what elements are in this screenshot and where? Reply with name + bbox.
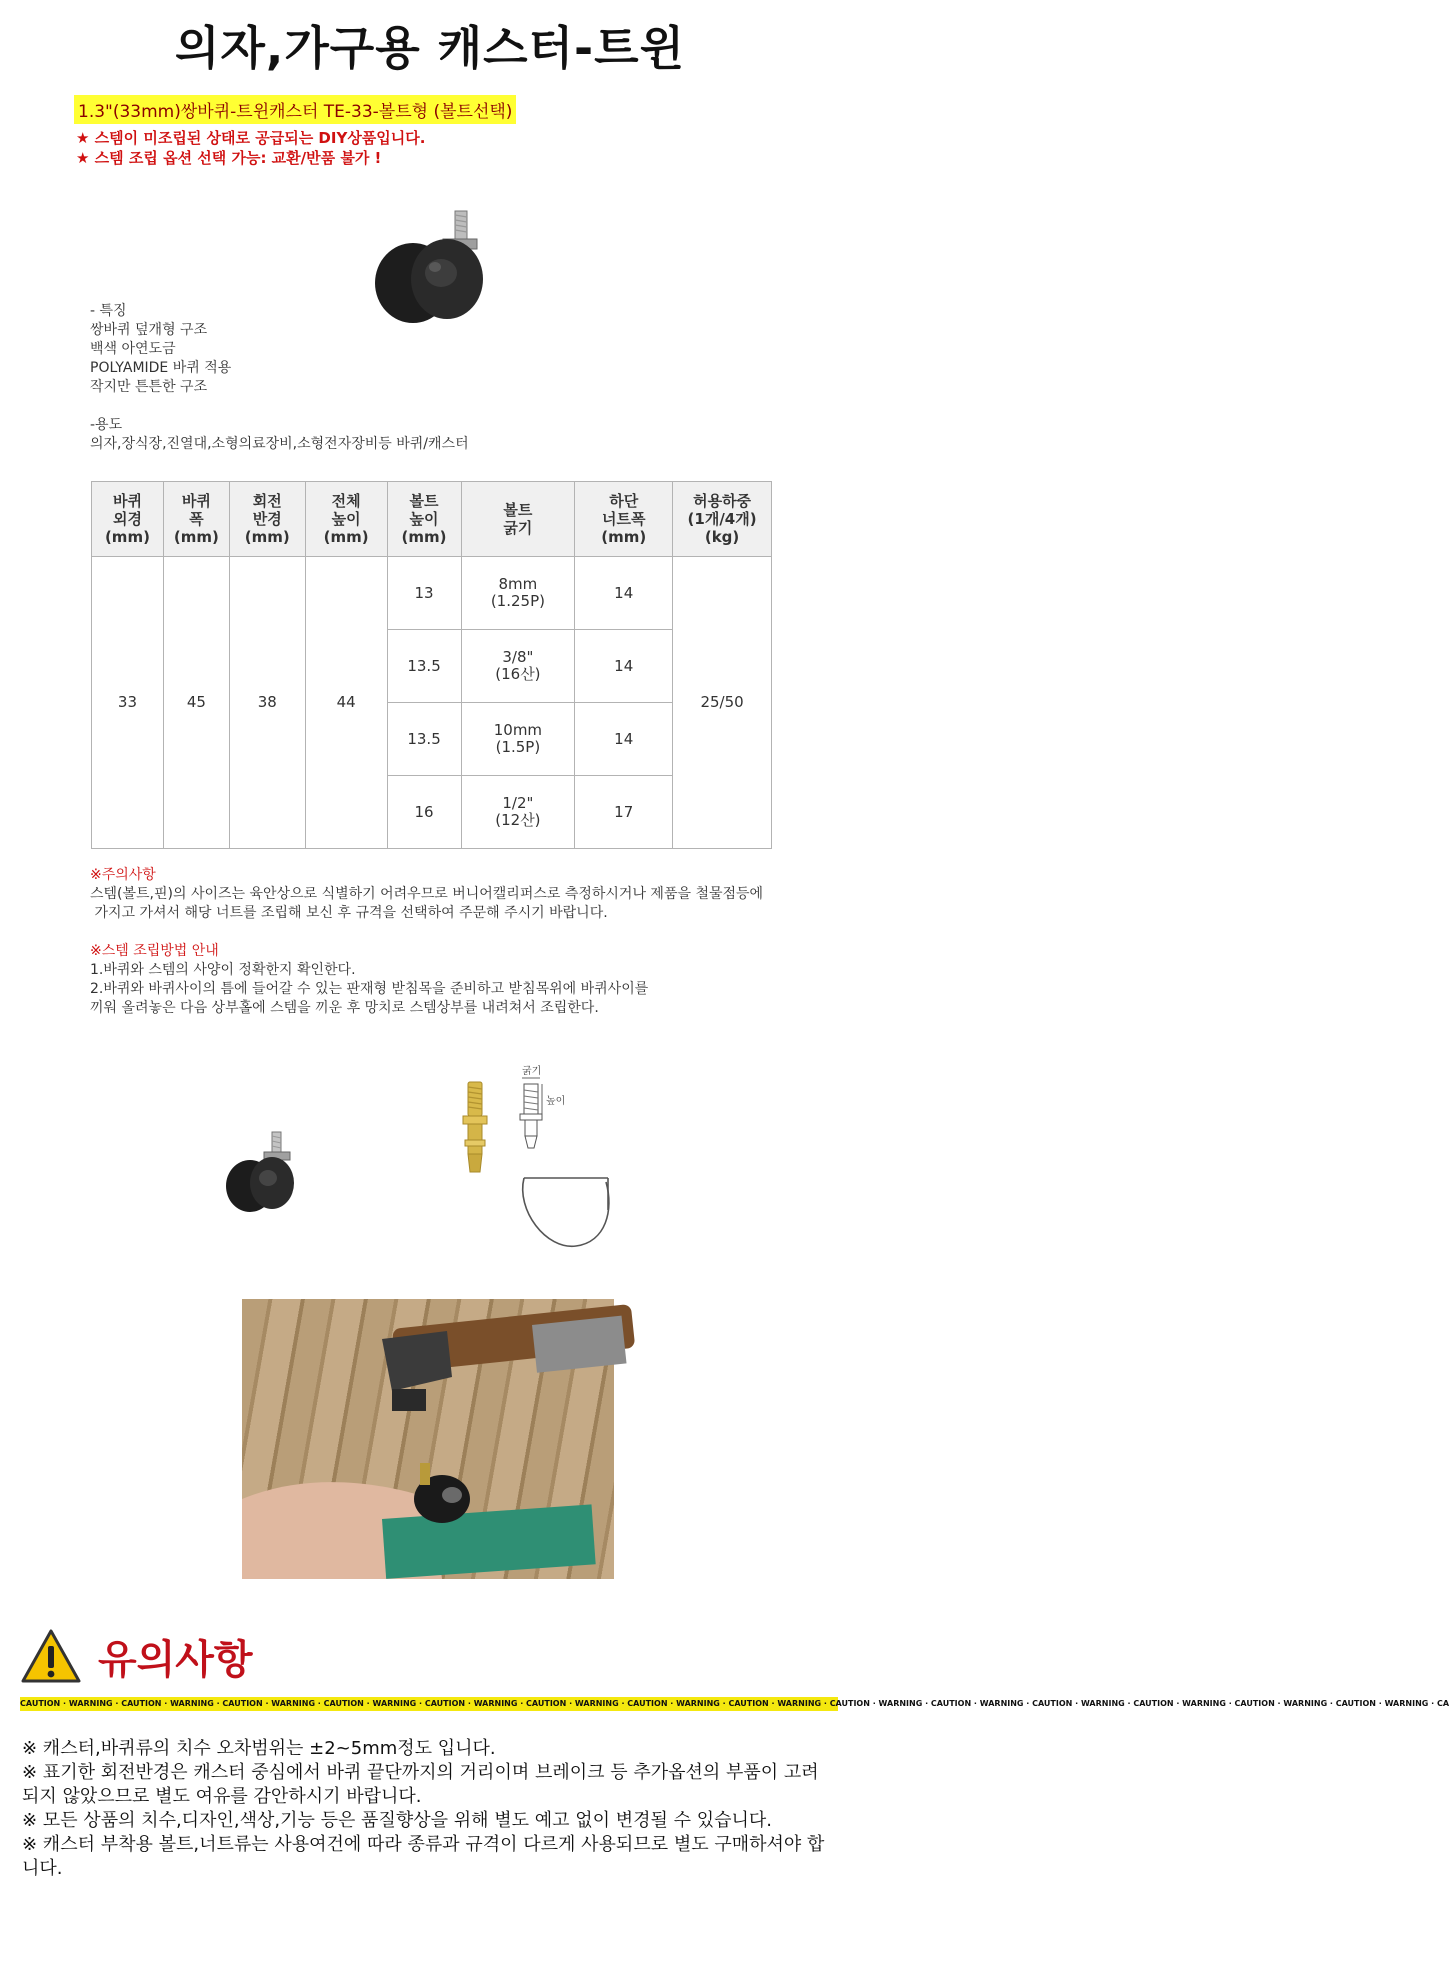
caution-tape: CAUTION · WARNING · CAUTION · WARNING · CAUTION · WARNING · CAUTION · WARNING · CAUTION · WARNING · CAUTION · WARNING · CAUTION · WARNING · CAUTION · WARNING · CAUTION · WARNING · CAUTION · WARNING · CAUTION · WARNING · CAUTION · WARNING · CAUTION · WARNING · CAUTION · WARNING · CA	[20, 1697, 838, 1711]
caster-small-image	[222, 1130, 302, 1216]
cell-swivel-radius: 38	[229, 557, 305, 849]
header-wheel-width: 바퀴 폭 (mm)	[163, 482, 229, 557]
diagram-label-thickness: 굵기	[522, 1066, 542, 1077]
header-total-height: 전체 높이 (mm)	[305, 482, 387, 557]
caution-line: 가지고 가셔서 해당 너트를 조립해 보신 후 규격을 선택하여 주문해 주시기 바랍니다.	[90, 905, 608, 921]
stem-diagram	[516, 1060, 626, 1260]
cell-bolt-size: 8mm (1.25P)	[461, 557, 575, 630]
notice-option: ★ 스템 조립 옵션 선택 가능: 교환/반품 불가 !	[76, 149, 382, 167]
cell-wheel-width: 45	[163, 557, 229, 849]
cell-nut-width: 14	[575, 630, 673, 703]
cell-wheel-diameter: 33	[92, 557, 164, 849]
footer-notes	[22, 1737, 834, 1881]
feature-block	[90, 302, 469, 454]
cell-bolt-height: 16	[387, 776, 461, 849]
header-load: 허용하중 (1개/4개) (kg)	[673, 482, 772, 557]
feature-item: POLYAMIDE 바퀴 적용	[90, 360, 232, 376]
cell-nut-width: 14	[575, 557, 673, 630]
header-bolt-size: 볼트 굵기	[461, 482, 575, 557]
cell-bolt-height: 13.5	[387, 703, 461, 776]
assembly-guide	[90, 942, 648, 1018]
product-name: 1.3"(33mm)쌍바퀴-트윈캐스터 TE-33-볼트형 (볼트선택)	[74, 95, 516, 124]
feature-item: 백색 아연도금	[90, 341, 176, 357]
header-wheel-diameter: 바퀴 외경 (mm)	[92, 482, 164, 557]
usage-title: -용도	[90, 417, 123, 433]
page-title: 의자,가구용 캐스터-트윈	[175, 21, 685, 75]
footer-note: ※ 모든 상품의 치수,디자인,색상,기능 등은 품질향상을 위해 별도 예고 없이 변경될 수 있습니다.	[22, 1810, 772, 1831]
header-swivel-radius: 회전 반경 (mm)	[229, 482, 305, 557]
assembly-line: 2.바퀴와 바퀴사이의 틈에 들어갈 수 있는 판재형 받침목을 준비하고 받침목위에 바퀴사이를	[90, 981, 649, 997]
table-header-row	[92, 482, 772, 557]
warning-triangle-icon	[20, 1628, 82, 1684]
assembly-line: 끼워 올려놓은 다음 상부홀에 스템을 끼운 후 망치로 스템상부를 내려쳐서 조립한다.	[90, 1000, 599, 1016]
table-row	[92, 557, 772, 630]
brass-stem-image	[458, 1078, 492, 1178]
diagram-label-height: 높이	[546, 1096, 566, 1107]
caution-notes	[90, 866, 763, 923]
usage-text: 의자,장식장,진열대,소형의료장비,소형전자장비등 바퀴/캐스터	[90, 436, 469, 452]
cell-bolt-size: 1/2" (12산)	[461, 776, 575, 849]
footer-note: ※ 캐스터 부착용 볼트,너트류는 사용여건에 따라 종류과 규격이 다르게 사용되므로 별도 구매하셔야 합니다.	[22, 1834, 825, 1879]
header-nut-width: 하단 너트폭 (mm)	[575, 482, 673, 557]
spec-table	[91, 481, 772, 849]
feature-title: - 특징	[90, 303, 127, 319]
footer-note: ※ 표기한 회전반경은 캐스터 중심에서 바퀴 끝단까지의 거리이며 브레이크 등 추가옵션의 부품이 고려되지 않았으므로 별도 여유를 감안하시기 바랍니다.	[22, 1762, 819, 1807]
cell-nut-width: 14	[575, 703, 673, 776]
cell-bolt-height: 13	[387, 557, 461, 630]
feature-item: 쌍바퀴 덮개형 구조	[90, 322, 208, 338]
caution-title: ※주의사항	[90, 867, 156, 883]
footer-note: ※ 캐스터,바퀴류의 치수 오차범위는 ±2~5mm정도 입니다.	[22, 1738, 496, 1759]
assembly-title: ※스템 조립방법 안내	[90, 943, 219, 959]
caution-heading: 유의사항	[98, 1637, 253, 1683]
assembly-line: 1.바퀴와 스템의 사양이 정확한지 확인한다.	[90, 962, 356, 978]
cell-bolt-size: 10mm (1.5P)	[461, 703, 575, 776]
feature-item: 작지만 튼튼한 구조	[90, 379, 208, 395]
header-bolt-height: 볼트 높이 (mm)	[387, 482, 461, 557]
cell-load: 25/50	[673, 557, 772, 849]
cell-bolt-size: 3/8" (16산)	[461, 630, 575, 703]
cell-bolt-height: 13.5	[387, 630, 461, 703]
cell-nut-width: 17	[575, 776, 673, 849]
cell-total-height: 44	[305, 557, 387, 849]
notice-diy: ★ 스템이 미조립된 상태로 공급되는 DIY상품입니다.	[76, 129, 426, 147]
assembly-photo	[242, 1299, 614, 1579]
caution-line: 스템(볼트,핀)의 사이즈는 육안상으로 식별하기 어려우므로 버니어캘리퍼스로 측정하시거나 제품을 철물점등에	[90, 886, 764, 902]
